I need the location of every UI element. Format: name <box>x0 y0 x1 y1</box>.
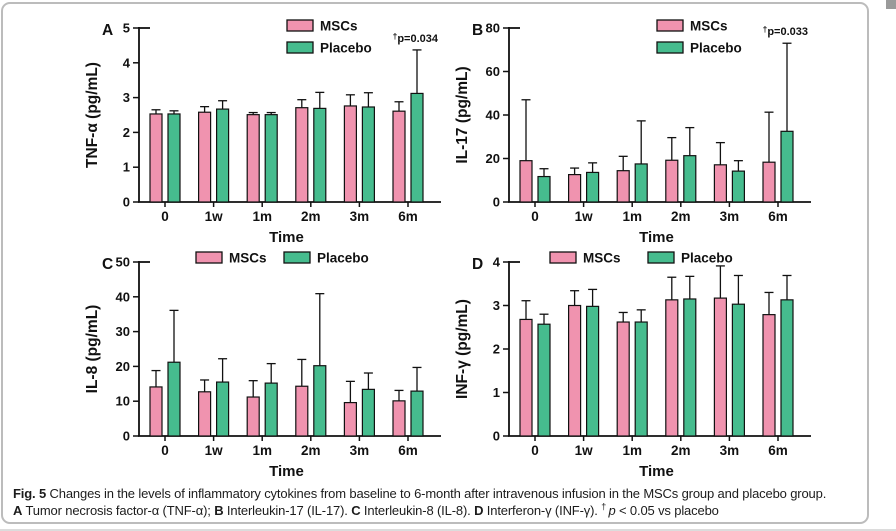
y-tick-label: 0 <box>122 194 130 210</box>
bar-mscs-6m <box>393 401 405 436</box>
il-17-chart <box>452 4 837 246</box>
y-tick-label: 40 <box>115 289 130 305</box>
y-tick-label: 60 <box>485 64 500 79</box>
caption-line: A Tumor necrosis factor-α (TNF-α); B Interleukin-17 (IL-17). C Interleukin-8 (IL-8). D Interferon-γ (INF-γ). † p < 0.05 vs placebo <box>13 501 719 518</box>
bar-placebo-3m <box>362 389 374 436</box>
bar-mscs-2m <box>666 160 678 202</box>
panel-A-tnf-alpha <box>82 4 467 246</box>
y-tick-label: 40 <box>485 107 500 123</box>
x-axis-title: Time <box>639 229 674 246</box>
bar-mscs-3m <box>714 298 726 436</box>
x-tick-label: 0 <box>161 443 169 458</box>
legend-swatch-placebo <box>284 252 310 263</box>
bar-mscs-3m <box>344 403 356 436</box>
panel-C-il-8 <box>82 238 467 480</box>
legend-label-mscs: MSCs <box>690 18 728 34</box>
bar-mscs-2m <box>296 386 308 436</box>
bar-mscs-0 <box>520 319 532 436</box>
bar-placebo-0 <box>538 177 550 202</box>
legend-swatch-mscs <box>196 252 222 263</box>
bar-mscs-0 <box>150 387 162 436</box>
bar-mscs-1m <box>617 171 629 202</box>
y-tick-label: 50 <box>115 254 130 270</box>
panel-letter: B <box>472 22 484 39</box>
y-tick-label: 10 <box>115 393 130 409</box>
bar-placebo-1w <box>587 172 599 202</box>
legend-swatch-placebo <box>287 42 313 53</box>
x-tick-label: 6m <box>398 443 418 458</box>
bar-mscs-1w <box>199 112 211 202</box>
legend-label-placebo: Placebo <box>681 250 733 266</box>
x-tick-label: 0 <box>161 209 169 224</box>
bar-mscs-1m <box>247 115 259 202</box>
legend-label-mscs: MSCs <box>320 18 358 34</box>
bar-mscs-1w <box>569 306 581 437</box>
bar-placebo-1w <box>587 306 599 436</box>
legend-label-placebo: Placebo <box>317 250 369 266</box>
y-tick-label: 0 <box>492 194 500 210</box>
bar-mscs-3m <box>714 165 726 202</box>
bar-placebo-1m <box>635 164 647 202</box>
y-axis-label: IL-17 (pg/mL) <box>454 66 471 164</box>
y-tick-label: 5 <box>122 20 130 36</box>
y-tick-label: 30 <box>115 324 130 340</box>
legend-swatch-placebo <box>648 252 674 263</box>
legend-label-mscs: MSCs <box>583 250 621 266</box>
bar-mscs-1w <box>569 175 581 202</box>
bar-placebo-0 <box>168 114 180 202</box>
y-tick-label: 3 <box>492 298 500 313</box>
x-tick-label: 2m <box>301 443 321 458</box>
il-8-chart <box>82 238 467 480</box>
bar-placebo-2m <box>684 299 696 436</box>
bar-placebo-1m <box>635 322 647 436</box>
x-tick-label: 2m <box>301 209 321 224</box>
bar-placebo-0 <box>538 324 550 436</box>
x-tick-label: 1m <box>622 209 642 224</box>
x-tick-label: 6m <box>398 209 418 224</box>
legend-label-placebo: Placebo <box>320 40 372 56</box>
bar-mscs-1m <box>617 322 629 436</box>
panel-D-inf-gamma <box>452 238 837 480</box>
bar-placebo-6m <box>781 300 793 436</box>
bar-mscs-3m <box>344 106 356 202</box>
bar-placebo-6m <box>411 391 423 436</box>
bar-placebo-1m <box>265 115 277 202</box>
x-tick-label: 0 <box>531 443 539 458</box>
legend-label-mscs: MSCs <box>229 250 267 266</box>
bar-placebo-3m <box>732 171 744 202</box>
bar-placebo-2m <box>314 108 326 202</box>
y-tick-label: 80 <box>485 20 500 36</box>
inf-gamma-chart <box>452 238 837 480</box>
legend-swatch-mscs <box>287 20 313 31</box>
y-tick-label: 0 <box>122 428 130 444</box>
panel-letter: D <box>472 256 484 273</box>
bar-mscs-1w <box>199 392 211 436</box>
x-tick-label: 6m <box>768 209 788 224</box>
x-tick-label: 3m <box>719 443 740 458</box>
bar-mscs-2m <box>666 300 678 436</box>
bar-mscs-6m <box>763 162 775 202</box>
x-tick-label: 1m <box>622 443 642 458</box>
bar-mscs-6m <box>763 315 775 436</box>
caption-line: Fig. 5 Changes in the levels of inflammatory cytokines from baseline to 6-month after intravenous infusion in the MSCs group and placebo group. <box>13 486 827 501</box>
x-tick-label: 3m <box>349 209 370 224</box>
legend-swatch-mscs <box>657 20 683 31</box>
bar-placebo-6m <box>411 93 423 202</box>
x-tick-label: 6m <box>768 443 788 458</box>
tnf-alpha-chart <box>82 4 467 246</box>
x-tick-label: 1m <box>252 209 272 224</box>
x-tick-label: 3m <box>349 443 370 458</box>
x-axis-title: Time <box>269 229 304 246</box>
bar-placebo-6m <box>781 131 793 202</box>
x-axis-title: Time <box>269 463 304 480</box>
legend-label-placebo: Placebo <box>690 40 742 56</box>
panel-letter: A <box>102 22 114 39</box>
y-axis-label: IL-8 (pg/mL) <box>84 304 101 394</box>
figure-caption <box>13 486 865 519</box>
y-tick-label: 1 <box>122 159 130 175</box>
x-tick-label: 2m <box>671 443 691 458</box>
bar-placebo-3m <box>732 304 744 436</box>
y-tick-label: 20 <box>115 358 130 374</box>
bar-placebo-1w <box>217 109 229 202</box>
page-corner-artifact <box>886 0 896 9</box>
bar-mscs-0 <box>150 114 162 202</box>
y-tick-label: 2 <box>122 124 130 140</box>
y-tick-label: 2 <box>492 341 500 357</box>
x-tick-label: 1w <box>574 443 593 458</box>
y-axis-label: INF-γ (pg/mL) <box>454 299 471 399</box>
x-tick-label: 1w <box>574 209 593 224</box>
p-value-annotation: †p=0.034 <box>392 30 438 45</box>
bar-mscs-1m <box>247 397 259 436</box>
bar-mscs-2m <box>296 108 308 202</box>
x-tick-label: 3m <box>719 209 740 224</box>
x-axis-title: Time <box>639 463 674 480</box>
p-value-annotation: †p=0.033 <box>762 24 808 39</box>
panel-letter: C <box>102 256 114 273</box>
y-tick-label: 3 <box>122 90 130 106</box>
y-tick-label: 1 <box>492 385 500 400</box>
y-tick-label: 4 <box>492 254 500 270</box>
x-tick-label: 1m <box>252 443 272 458</box>
x-tick-label: 2m <box>671 209 691 224</box>
bar-placebo-2m <box>314 366 326 436</box>
legend-swatch-placebo <box>657 42 683 53</box>
bar-mscs-6m <box>393 111 405 202</box>
panel-B-il-17 <box>452 4 837 246</box>
bar-placebo-0 <box>168 362 180 436</box>
legend-swatch-mscs <box>550 252 576 263</box>
bar-placebo-1w <box>217 382 229 436</box>
y-axis-label: TNF-α (pg/mL) <box>84 62 101 168</box>
y-tick-label: 4 <box>122 55 130 71</box>
x-tick-label: 1w <box>204 443 223 458</box>
x-tick-label: 0 <box>531 209 539 224</box>
bar-placebo-1m <box>265 383 277 436</box>
bar-placebo-2m <box>684 156 696 202</box>
x-tick-label: 1w <box>204 209 223 224</box>
y-tick-label: 20 <box>485 151 500 166</box>
bar-mscs-0 <box>520 161 532 202</box>
bar-placebo-3m <box>362 107 374 202</box>
y-tick-label: 0 <box>492 428 500 444</box>
